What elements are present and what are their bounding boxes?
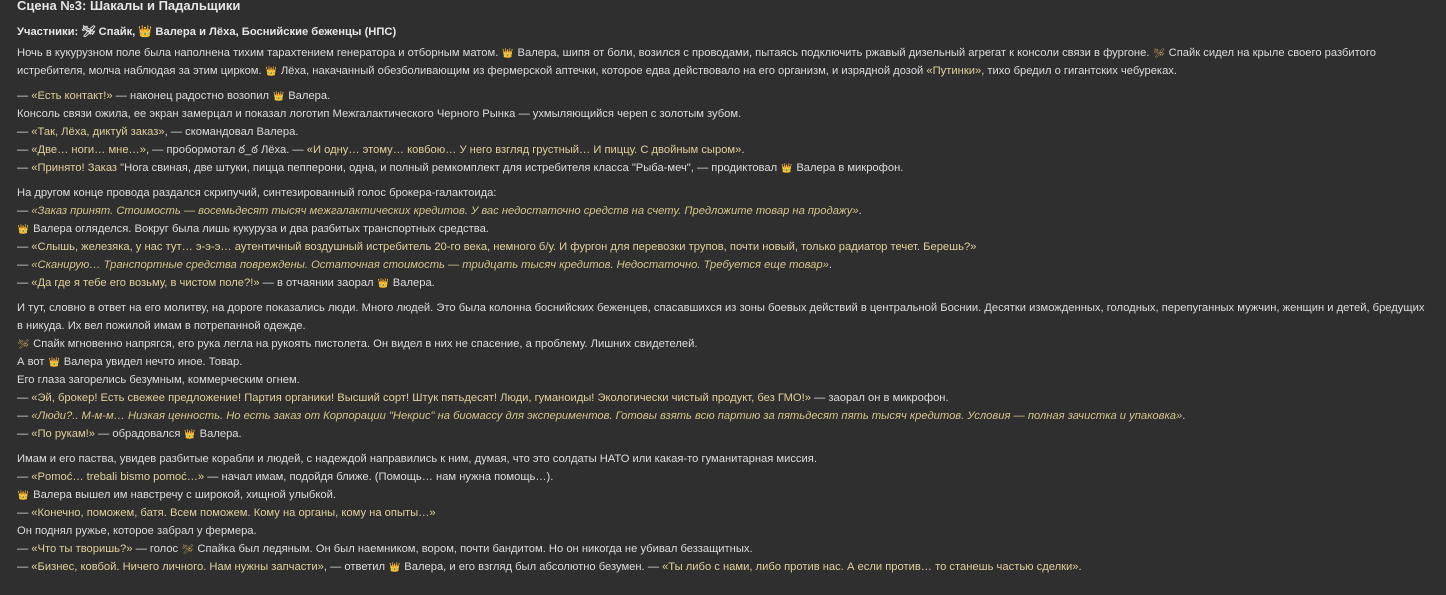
- story-line: [17, 256, 1427, 274]
- text-segment: — наконец радостно возопил: [112, 90, 273, 102]
- text-segment: , тихо бредил о гигантских чебуреках.: [981, 65, 1177, 77]
- story-line: [17, 159, 1427, 177]
- story-line: [17, 425, 1427, 443]
- paragraph-intro: [17, 44, 1427, 80]
- text-segment: , — пробормотал ఠ_ఠ Лёха. —: [145, 144, 307, 156]
- participants-line: Участники: 🛩 Спайк, 👑 Валера и Лёха, Боснийские беженцы (НПС): [17, 26, 397, 38]
- story-line: [17, 558, 1427, 576]
- text-segment: —: [17, 561, 32, 573]
- text-segment: , — продиктовал: [690, 162, 781, 174]
- paragraph-broker: [17, 184, 1427, 292]
- story-text: [17, 0, 1427, 576]
- text-segment: Валера.: [285, 90, 331, 102]
- text-segment: Лёха, накачанный обезболивающим из фермерской аптечки, которое едва действовало на его организм, и изрядной дозой: [277, 65, 927, 77]
- crown-icon: 👑: [781, 163, 793, 173]
- text-segment: А вот: [17, 356, 48, 368]
- story-line: [17, 389, 1427, 407]
- text-segment: Валера в микрофон.: [793, 162, 904, 174]
- text-segment: Спайк сидел на крыле своего разбитого истребителя, молча наблюдая за этим цирком.: [17, 47, 1376, 77]
- text-segment: —: [17, 410, 32, 422]
- story-line: [17, 540, 1427, 558]
- text-segment: — в отчаянии заорал: [259, 277, 377, 289]
- crown-icon: 👑: [389, 562, 401, 572]
- text-segment: —: [17, 428, 32, 440]
- text-segment: Валера вышел им навстречу с широкой, хищной улыбкой.: [30, 489, 336, 501]
- text-segment: «Pomoć… trebali bismo pomoć…»: [31, 471, 205, 483]
- text-segment: «Да где я тебе его возьму, в чистом поле?!»: [31, 277, 260, 289]
- text-segment: .: [828, 259, 832, 271]
- text-segment: Он поднял ружье, которое забрал у фермера.: [17, 525, 257, 537]
- text-segment: —: [17, 392, 32, 404]
- story-line: [17, 274, 1427, 292]
- story-line: [17, 220, 1427, 238]
- story-line: [17, 105, 1427, 123]
- text-segment: —: [17, 471, 32, 483]
- text-segment: Ночь в кукурузном поле была наполнена тихим тарахтением генератора и отборным матом.: [17, 47, 502, 59]
- text-segment: «Эй, брокер! Есть свежее предложение! Партия органики! Высший сорт! Штук пятьдесят! Люди, гуманоиды! Экологически чистый продукт, без ГМО!»: [31, 392, 811, 404]
- crown-icon: 👑: [272, 91, 285, 101]
- story-line: [17, 184, 1427, 202]
- text-segment: «Слышь, железяка, у нас тут… э-э-э… аутентичный воздушный истребитель 20-го века, немного б/у. И фургон для перевозки трупов, почти новый, только радиатор течет. Берешь?»: [31, 241, 977, 253]
- crown-icon: 👑: [377, 278, 389, 288]
- story-line: [17, 486, 1427, 504]
- text-segment: —: [17, 543, 32, 555]
- text-segment: —: [17, 162, 32, 174]
- text-segment: — заорал он в микрофон.: [810, 392, 949, 404]
- paragraph-imam: [17, 450, 1427, 576]
- text-segment: Его глаза загорелись безумным, коммерческим огнем.: [17, 374, 300, 386]
- story-line: [17, 141, 1427, 159]
- story-line: [17, 371, 1427, 389]
- text-segment: —: [17, 126, 32, 138]
- text-segment: , — ответил: [323, 561, 389, 573]
- scene-title: Сцена №3: Шакалы и Падальщики: [17, 0, 241, 13]
- text-segment: —: [17, 277, 32, 289]
- text-segment: —: [17, 90, 32, 102]
- text-segment: Валера, шипя от боли, возился с проводами, пытаясь подключить ржавый дизельный агрегат к консоли связи в фургоне.: [514, 47, 1153, 59]
- text-segment: Валера.: [389, 277, 435, 289]
- text-segment: "Рыба-меч": [631, 162, 691, 174]
- text-segment: Валера огляделся. Вокруг была лишь кукуруза и два разбитых транспортных средства.: [30, 223, 489, 235]
- text-segment: —: [17, 241, 32, 253]
- text-segment: «Принято! Заказ ": [31, 162, 125, 174]
- text-segment: — голос: [132, 543, 182, 555]
- text-segment: «Сканирую… Транспортные средства повреждены. Остаточная стоимость — тридцать тысяч кредитов. Недостаточно. Требуется еще товар»: [31, 259, 829, 271]
- plane-icon: 🛩: [182, 544, 194, 554]
- story-line: [17, 123, 1427, 141]
- refugees-intro: [17, 299, 1427, 335]
- story-line: [17, 238, 1427, 256]
- text-segment: Консоль связи ожила, ее экран замерцал и показал логотип Межгалактического Черного Рынка — ухмыляющийся череп с золотым зубом.: [17, 108, 742, 120]
- story-line: [17, 504, 1427, 522]
- text-segment: «И одну… этому… ковбою… У него взгляд грустный… И пиццу. С двойным сыром»: [306, 144, 742, 156]
- text-segment: , — скомандовал Валера.: [164, 126, 299, 138]
- text-segment: .: [741, 144, 745, 156]
- crown-icon: 👑: [17, 224, 30, 234]
- story-line: [17, 407, 1427, 425]
- text-segment: —: [17, 259, 32, 271]
- text-segment: «По рукам!»: [31, 428, 95, 440]
- text-segment: .: [858, 205, 862, 217]
- text-segment: «Заказ принят. Стоимость — восемьдесят тысяч межгалактических кредитов. У вас недостаточно средств на счету. Предложите товар на продажу»: [31, 205, 859, 217]
- text-segment: «Что ты творишь?»: [31, 543, 133, 555]
- story-line: [17, 522, 1427, 540]
- text-segment: «Путинки»: [926, 65, 982, 77]
- paragraph-refugees: [17, 299, 1427, 443]
- story-line: [17, 353, 1427, 371]
- plane-icon: 🛩: [1153, 48, 1165, 58]
- text-segment: .: [1182, 410, 1186, 422]
- text-segment: «Две… ноги… мне…»: [31, 144, 146, 156]
- story-line: [17, 468, 1427, 486]
- crown-icon: 👑: [184, 429, 196, 439]
- crown-icon: 👑: [17, 490, 30, 500]
- text-segment: «Так, Лёха, диктуй заказ»: [31, 126, 165, 138]
- story-line: [17, 87, 1427, 105]
- text-segment: «Есть контакт!»: [31, 90, 113, 102]
- text-segment: —: [17, 144, 32, 156]
- story-line: [17, 450, 1427, 468]
- text-segment: «Ты либо с нами, либо против нас. А если против… то станешь частью сделки»: [662, 561, 1079, 573]
- text-segment: Нога свиная, две штуки, пицца пепперони, одна, и полный ремкомплект для истребителя класса: [124, 162, 632, 174]
- text-segment: .: [1078, 561, 1082, 573]
- text-segment: — начал имам, подойдя ближе. (Помощь… нам нужна помощь…).: [204, 471, 554, 483]
- crown-icon: 👑: [502, 48, 514, 58]
- text-segment: — обрадовался: [94, 428, 184, 440]
- text-segment: Имам и его паства, увидев разбитые корабли и людей, с надеждой направились к ним, думая, что это солдаты НАТО или какая-то гуманитарная миссия.: [17, 453, 817, 465]
- text-segment: Валера увидел нечто иное. Товар.: [60, 356, 243, 368]
- text-segment: «Конечно, поможем, батя. Всем поможем. Кому на органы, кому на опыты…»: [31, 507, 436, 519]
- story-line: [17, 202, 1427, 220]
- text-segment: «Бизнес, ковбой. Ничего личного. Нам нужны запчасти»: [31, 561, 324, 573]
- text-segment: Валера.: [196, 428, 242, 440]
- text-segment: На другом конце провода раздался скрипучий, синтезированный голос брокера-галактоида:: [17, 187, 497, 199]
- crown-icon: 👑: [265, 66, 277, 76]
- text-segment: —: [17, 205, 32, 217]
- text-segment: «Люди?.. М-м-м… Низкая ценность. Но есть заказ от Корпорации "Некрис" на биомассу для экспериментов. Готовы взять всю партию за пятьдесят пять тысяч кредитов. Условия — полная зачистка и упаковка»: [31, 410, 1183, 422]
- text-segment: Спайк мгновенно напрягся, его рука легла на рукоять пистолета. Он видел в них не спасение, а проблему. Лишних свидетелей.: [30, 338, 698, 350]
- plane-icon: 🛩: [17, 339, 30, 349]
- text-segment: И тут, словно в ответ на его молитву, на дороге показались люди. Много людей. Это была колонна боснийских беженцев, спасавшихся из зоны боевых действий в центральной Боснии. Десятки изможденных, голодных, перепуганных мужчин, женщин и детей, бредущих в никуда. Их вел пожилой имам в потрепанной одежде.: [17, 302, 1425, 332]
- crown-icon: 👑: [48, 357, 60, 367]
- refugees-lines: [17, 335, 1427, 443]
- text-segment: Спайка был ледяным. Он был наемником, вором, почти бандитом. Но он никогда не убивал беззащитных.: [194, 543, 753, 555]
- paragraph-contact: [17, 87, 1427, 177]
- text-segment: —: [17, 507, 32, 519]
- story-line: [17, 335, 1427, 353]
- text-segment: Валера, и его взгляд был абсолютно безумен. —: [401, 561, 663, 573]
